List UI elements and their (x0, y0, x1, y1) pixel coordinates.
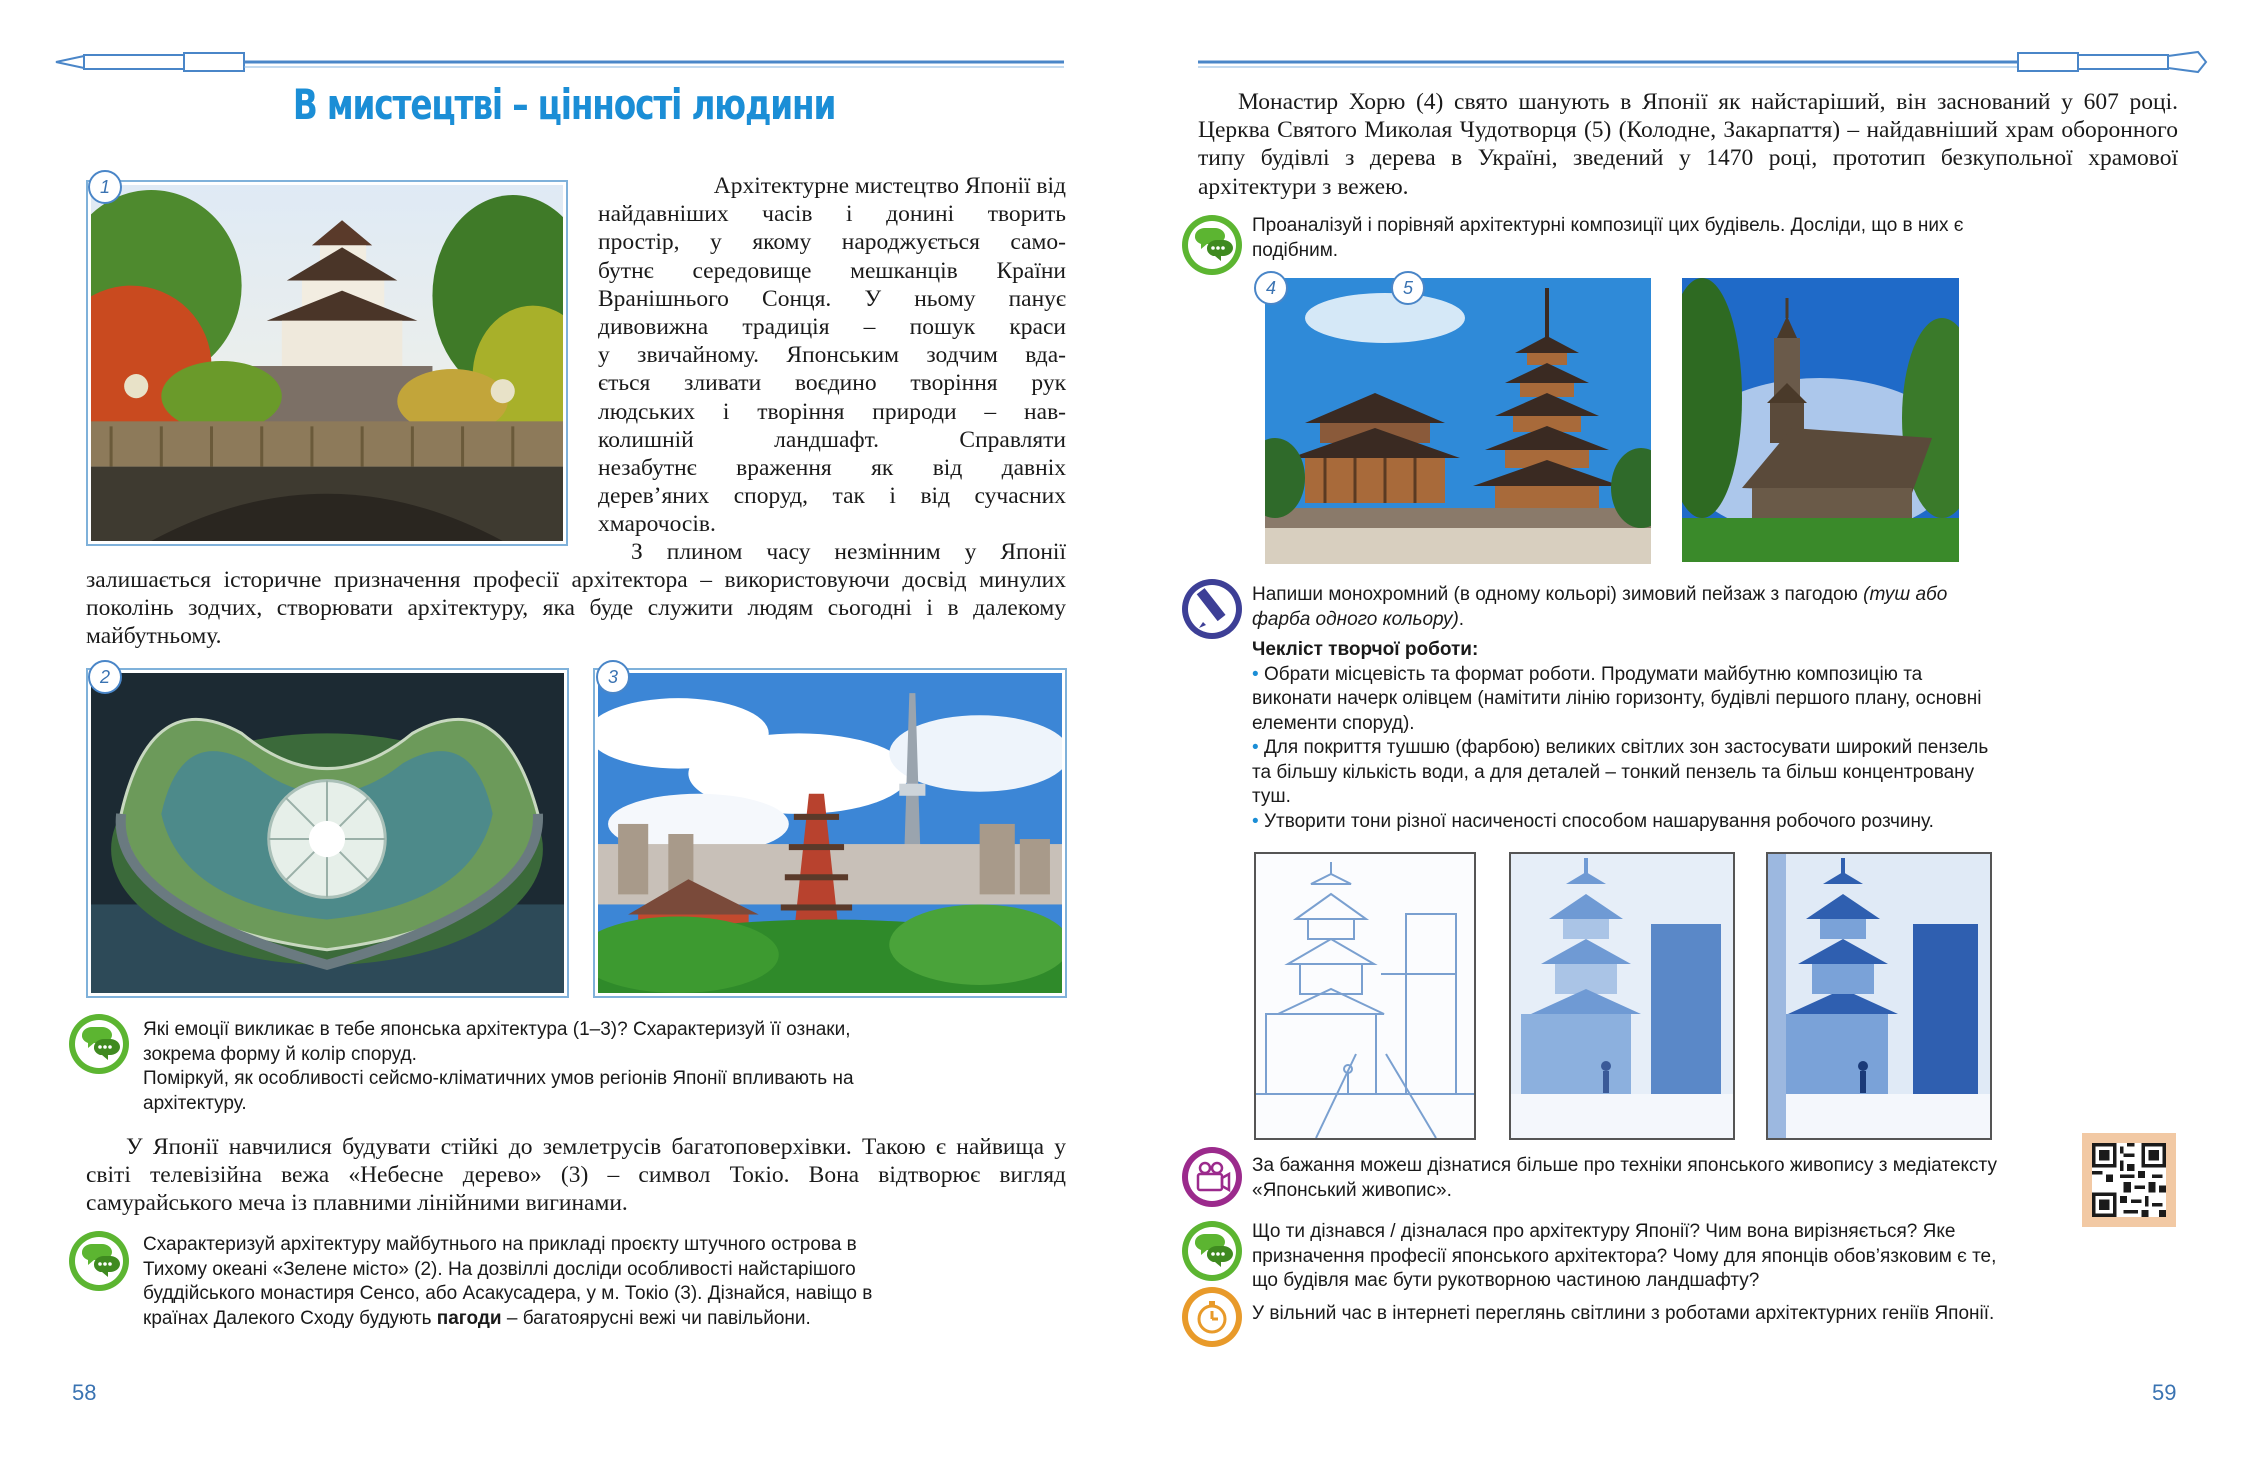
photo-horyu-monastery (1265, 278, 1651, 564)
photo-japanese-palace (86, 180, 568, 546)
checklist-item: • Утворити тони різної насиченості способом нашарування робочого розчину. (1252, 810, 1934, 832)
checklist-item: • Для покриття тушшю (фарбою) великих світлих зон застосувати широкий пензель та більшу кількість води, а для деталей – тонкий пензель та більш концентровану туш. (1252, 737, 1989, 807)
task-emotions: Які емоції викликає в тебе японська архітектура (1–3)? Схарактеризуй її ознаки, зокрема форму й колір споруд. Поміркуй, як особливості сейсмо-кліматичних умов регіонів Японії впливають на архітектуру. (143, 1019, 854, 1114)
photo-green-city (86, 668, 569, 998)
task-summary: Що ти дізнався / дізналася про архітектуру Японії? Чим вона вирізняється? Яке призначення професії японського архітектора? Чому для японців обов’язковим є те, що будівля має бути рукотворною частиною ландшафту? (1252, 1221, 1997, 1291)
paragraph-3: У Японії навчилися будувати стійкі до землетрусів багатоповерхівки. Такою є найвища у світі телевізійна вежа «Небесне дерево» (3) – символ Токіо. Вона відтворює вигляд самурайського меча із плавними лінійними вигинами. (86, 1134, 1066, 1217)
task-future-architecture: Схарактеризуй архітектуру майбутнього на прикладі проєкту штучного острова в Тихому океані «Зелене місто» (2). На дозвіллі досліди особливості найстарішого буддійського монастиря Сенсо, або Асакусадера, у м. Токіо (3). Дізнайся, навіщо в країнах Далекого Сходу будують пагоди – багатоярусні вежі чи павільйони. (143, 1234, 873, 1329)
speech-bubbles-icon (68, 1013, 130, 1075)
paragraph-2: залишається історичне призначення професії архітектора – використовуючи досвід минулих поколінь зодчих, створювати архітектуру, яка буде служити людям сьогодні і в далекому майбутньому. (86, 567, 1066, 650)
intro-paragraph: Архітектурне мистецтво Японії від найдавніших часів і донині творить простір, у якому народжується само- бутнє середовище мешканців Країни Вранішнього Сонця. У ньому панує дивовижна традиція – пошук краси у звичайному. Японським зодчим вда- ється зливати воєдино творіння рук людських і творіння природи – нав- колишній ландшафт. Справляти незабутнє враження як від давніх дерев’яних споруд, так і від сучасних хмарочосів. (598, 173, 1066, 538)
photo-number-badge: 4 (1254, 271, 1288, 305)
photo-tokyo-skytree (593, 668, 1067, 998)
task-media: За бажання можеш дізнатися більше про техніки японського живопису з медіатексту «Японський живопис». (1252, 1155, 1997, 1201)
page-title: В мистецтві – цінності людини (292, 80, 836, 129)
sketch-stage-final (1766, 852, 1992, 1140)
qr-code-icon[interactable] (2082, 1133, 2176, 1227)
fountain-pen-icon (1198, 50, 2208, 74)
speech-bubbles-icon (1181, 214, 1243, 276)
photo-number-badge: 3 (596, 660, 630, 694)
speech-bubbles-icon (68, 1230, 130, 1292)
page-number: 59 (2152, 1380, 2177, 1405)
task-free-time: У вільний час в інтернеті переглянь світлини з роботами архітектурних геніїв Японії. (1252, 1303, 1995, 1324)
sketch-stage-pencil (1254, 852, 1476, 1140)
page-number: 58 (72, 1380, 97, 1405)
checklist-title: Чекліст творчої роботи: (1252, 639, 1479, 660)
fountain-pen-icon (54, 50, 1064, 74)
pencil-icon (1181, 578, 1243, 640)
right-page (1122, 0, 2245, 1474)
sketch-stage-wash (1509, 852, 1735, 1140)
photo-number-badge: 5 (1391, 271, 1425, 305)
paragraph-2-first-line: З плином часу незмінним у Японії (631, 539, 1066, 565)
task-monochrome-landscape: Напиши монохромний (в одному кольорі) зимовий пейзаж з пагодою (туш або фарба одного кольору). (1252, 584, 1948, 630)
photo-number-badge: 2 (88, 660, 122, 694)
checklist (1252, 638, 2002, 834)
photo-st-nicholas-church (1682, 278, 1959, 562)
left-page (0, 0, 1122, 1474)
clock-icon (1181, 1286, 1243, 1348)
checklist-item: • Обрати місцевість та формат роботи. Продумати майбутню композицію та виконати начерк олівцем (намітити лінію горизонту, будівлі першого плану, основні елементи споруд). (1252, 663, 1982, 734)
task-compare: Проаналізуй і порівняй архітектурні композиції цих будівель. Досліди, що в них є подібним. (1252, 215, 1964, 261)
speech-bubbles-icon (1181, 1220, 1243, 1282)
video-camera-icon (1181, 1146, 1243, 1208)
paragraph-monastery: Монастир Хорю (4) свято шанують в Японії як найстаріший, він заснований у 607 році. Церква Святого Миколая Чудотворця (5) (Колодне, Закарпаття) – найдавніший храм оборонного типу будівлі з дерева в Україні, зведений у 1470 році, прототип безкупольної храмової архітектури з вежею. (1198, 89, 2178, 200)
photo-number-badge: 1 (88, 170, 122, 204)
